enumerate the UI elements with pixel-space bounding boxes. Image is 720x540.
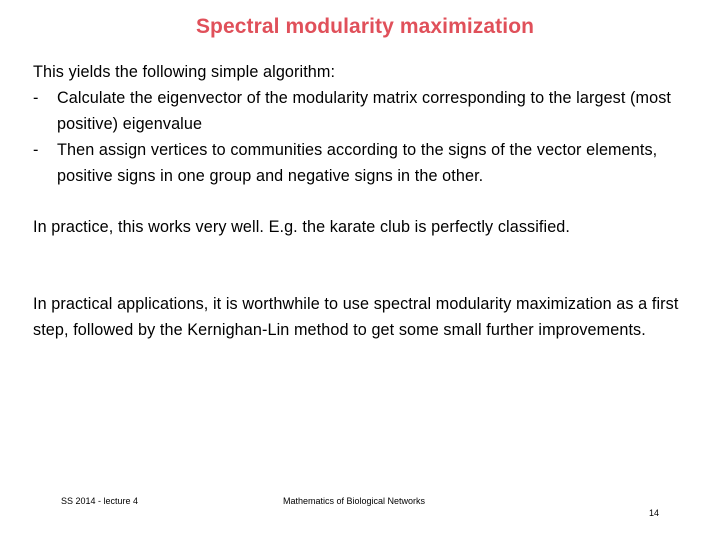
bullet-marker: - <box>33 141 39 159</box>
step-text: Then assign vertices to communities according to the signs of the vector elements, positive signs in one group and negative signs in the other. <box>57 141 658 185</box>
algorithm-block <box>33 59 703 189</box>
intro-text: This yields the following simple algorithm: <box>33 63 336 81</box>
page-number: 14 <box>649 508 660 518</box>
practice-note: In practice, this works very well. E.g. the karate club is perfectly classified. <box>33 218 570 236</box>
step-text: Calculate the eigenvector of the modularity matrix corresponding to the largest (most positive) eigenvalue <box>57 89 672 133</box>
footer-course: SS 2014 - lecture 4 <box>61 496 139 506</box>
applications-note: In practical applications, it is worthwhile to use spectral modularity maximization as a first step, followed by the Kernighan-Lin method to get some small further improvements. <box>33 295 679 339</box>
list-item <box>33 85 703 137</box>
bullet-marker: - <box>33 89 39 107</box>
list-item <box>33 137 703 189</box>
algorithm-steps <box>33 85 703 189</box>
footer-lecture-title: Mathematics of Biological Networks <box>283 496 426 506</box>
slide-title: Spectral modularity maximization <box>195 15 535 38</box>
